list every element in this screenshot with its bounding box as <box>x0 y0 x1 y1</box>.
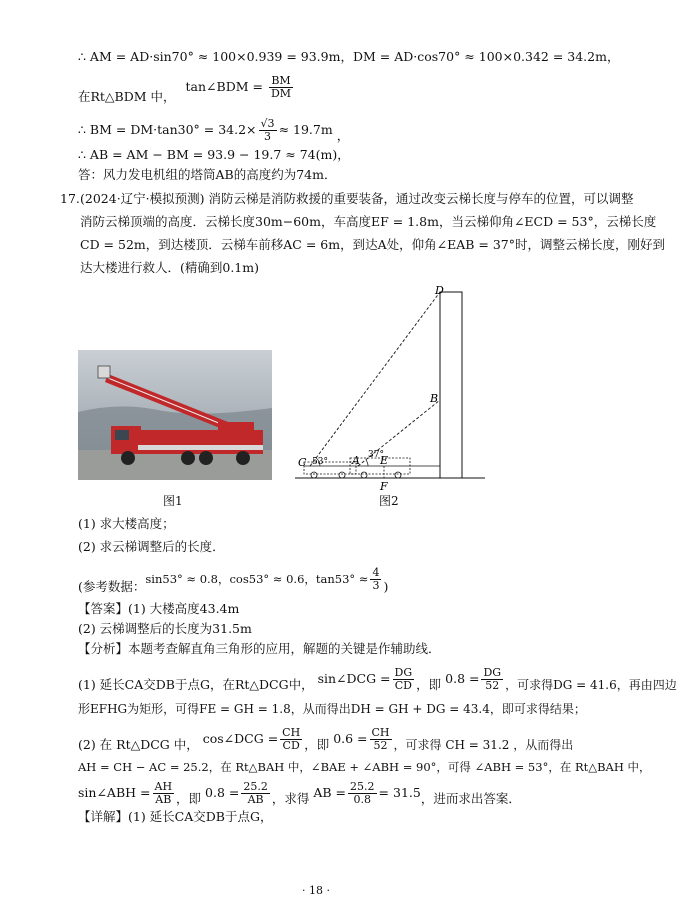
denominator: CD <box>394 679 412 692</box>
label-a: A <box>352 454 360 467</box>
analysis: 【分析】本题考查解直角三角形的应用，解题的关键是作辅助线． <box>78 641 441 656</box>
question-line-4: 达大楼进行救人．(精确到0.1m) <box>80 260 259 275</box>
text: ， <box>336 128 350 143</box>
question-line-3: CD = 52m，到达楼顶．云梯车前移AC = 6m，到达A处，仰角∠EAB = 37°时，调整云梯长度，刚好到 <box>80 237 665 252</box>
text: ，可求得 CH = 31.2 ，从而得出 <box>393 738 574 752</box>
detail: 【详解】(1) 延长CA交DB于点G， <box>78 809 273 824</box>
denominator: 3 <box>372 579 380 592</box>
analysis-part-1-line-1 <box>78 662 677 696</box>
denominator: AB <box>155 793 172 806</box>
numerator: 25.2 <box>350 780 375 793</box>
numerator: DG <box>483 666 502 679</box>
text: (2) 在 Rt△DCG 中， <box>78 737 199 752</box>
figure-1-caption: 图1 <box>163 494 183 508</box>
text: ，即 <box>176 791 202 806</box>
numerator: CH <box>371 726 390 739</box>
analysis-part-1-line-2: 形EFHG为矩形，可得FE = GH = 1.8，从而得出DH = GH + DG = 43.4，即可求得结果； <box>78 702 586 716</box>
label-angle-37: 37° <box>368 450 384 460</box>
fire-truck-photo <box>78 350 272 480</box>
question-number: 17. <box>60 191 80 206</box>
analysis-part-2-line-1 <box>78 722 573 756</box>
numerator: CH <box>282 726 301 739</box>
denominator: 52 <box>373 739 388 752</box>
question-line-1: (2024·辽宁·模拟预测) 消防云梯是消防救援的重要装备，通过改变云梯长度与停车的位置，可以调整 <box>80 191 634 206</box>
geometry-diagram <box>290 282 490 492</box>
text: sin∠DCG = <box>317 671 391 686</box>
numerator: DG <box>394 666 413 679</box>
text: 0.6 = <box>333 731 368 746</box>
text: ，即 <box>416 677 442 692</box>
label-angle-53: 53° <box>312 457 328 467</box>
label-f: F <box>380 480 388 493</box>
answer-1: 【答案】(1) 大楼高度43.4m <box>78 601 240 616</box>
text: ≈ 19.7m <box>278 122 333 137</box>
sub-question-2: (2) 求云梯调整后的长度． <box>78 539 225 554</box>
analysis-part-2-line-3 <box>78 776 521 810</box>
text: ) <box>383 579 389 594</box>
reference-data <box>78 562 388 596</box>
analysis-part-2-line-2: AH = CH − AC = 25.2，在 Rt△BAH 中，∠BAE + ∠ABH = 90°，可得 ∠ABH = 53°，在 Rt△BAH 中， <box>78 760 651 774</box>
numerator: 4 <box>372 566 380 579</box>
text: 在Rt△BDM 中， <box>78 89 176 104</box>
text: sin53° ≈ 0.8，cos53° ≈ 0.6，tan53° ≈ <box>145 572 369 586</box>
fraction <box>481 667 503 692</box>
denominator: DM <box>270 87 292 100</box>
text: ，即 <box>304 737 330 752</box>
solution-line-tan-bdm <box>78 74 295 114</box>
numerator: AH <box>154 780 173 793</box>
text: = 31.5 <box>378 785 421 800</box>
text: AB = <box>313 785 347 800</box>
solution-line-bm <box>78 114 349 146</box>
text: 0.8 = <box>445 671 480 686</box>
denominator: 0.8 <box>353 793 372 806</box>
fraction <box>348 781 377 806</box>
label-d: D <box>435 284 444 297</box>
solution-line-am-dm: ∴ AM = AD·sin70° ≈ 100×0.939 = 93.9m，DM = AD·cos70° ≈ 100×0.342 = 34.2m， <box>78 49 620 64</box>
fraction <box>259 118 277 143</box>
tan-bdm-eq <box>186 70 296 104</box>
answer-2: (2) 云梯调整后的长度为31.5m <box>78 621 252 636</box>
denominator: CD <box>282 739 300 752</box>
denominator: 52 <box>485 679 500 692</box>
fraction <box>269 75 293 100</box>
text: ，进而求出答案． <box>420 791 521 806</box>
label-b: B <box>430 392 439 405</box>
label-e: E <box>380 454 389 467</box>
fraction <box>370 727 392 752</box>
solution-line-ab: ∴ AB = AM − BM = 93.9 − 19.7 ≈ 74(m)， <box>78 147 350 162</box>
fraction <box>370 567 381 592</box>
numerator: √3 <box>260 117 275 130</box>
figure-2-caption: 图2 <box>379 494 399 508</box>
text: ，可求得DG = 41.6，再由四边 <box>505 678 677 692</box>
text: (参考数据： <box>78 579 146 594</box>
numerator: BM <box>269 75 293 88</box>
label-c: C <box>298 456 307 469</box>
eq-label: tan∠BDM = <box>185 79 263 94</box>
text: 0.8 = <box>205 785 240 800</box>
sub-question-1: (1) 求大楼高度； <box>78 516 175 531</box>
text: ，求得 <box>271 791 310 806</box>
fraction <box>393 667 415 692</box>
fraction <box>153 781 175 806</box>
question-line-2: 消防云梯顶端的高度．云梯长度30m−60m，车高度EF = 1.8m，当云梯仰角∠ECD = 53°，云梯长度 <box>80 214 657 229</box>
denominator: AB <box>247 793 264 806</box>
page-number: · 18 · <box>302 884 330 897</box>
denominator: 3 <box>264 130 272 143</box>
text: cos∠DCG = <box>202 731 279 746</box>
fraction <box>280 727 302 752</box>
fraction <box>241 781 270 806</box>
text: ∴ BM = DM·tan30° = 34.2× <box>78 122 257 137</box>
numerator: 25.2 <box>243 780 268 793</box>
answer-line: 答：风力发电机组的塔筒AB的高度约为74m． <box>78 167 337 182</box>
text: sin∠ABH = <box>78 785 151 800</box>
text: (1) 延长CA交DB于点G，在Rt△DCG中， <box>78 677 314 692</box>
